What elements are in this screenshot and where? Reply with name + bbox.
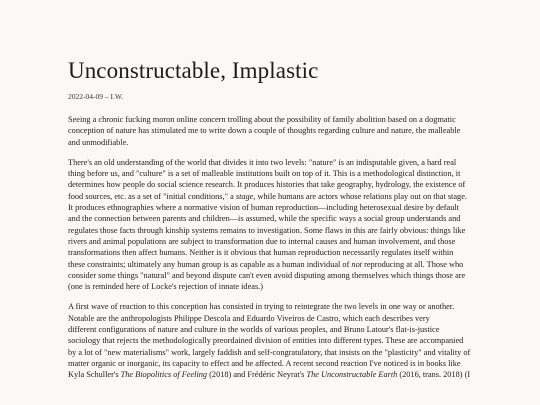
text-line [68,259,540,270]
article-body [68,114,540,381]
text-run: (2018) and Frédéric Neyrat's [207,370,307,380]
text-line [68,225,540,236]
text-run: Notable are the anthropologists Philippe Descola and Eduardo Viveiros de Castro, which each describes very [68,313,430,323]
article-meta: 2022-04-09 – I.W. [68,92,124,101]
italic-text: stage [235,191,254,201]
text-run: Kyla Schuller's [68,370,121,380]
text-run: reproducing at all. Those who [362,259,464,269]
text-run: conception of nature has stimulated me to write down a couple of thoughts regarding culture and nature, the malleable [68,126,461,136]
text-line [68,125,540,136]
text-line [68,168,540,179]
text-run: rivers and animal populations are subject to transformation due to internal causes and human involvement, and those [68,236,456,246]
text-run: matter organic or inorganic, its capacity to effect and be affected. A recent second reaction I've noticed is in books like [68,358,461,368]
article [68,58,540,390]
text-run: and unmodifiable. [68,137,129,147]
text-line [68,335,540,346]
article-title: Unconstructable, Implastic [68,58,319,83]
text-line [68,137,540,148]
text-line [68,114,540,125]
text-run: Seeing a chronic fucking moron online concern trolling about the possibility of family abolition based on a dogmatic [68,115,456,124]
text-line [68,247,540,258]
text-run: (one is reminded here of Locke's rejection of innate ideas.) [68,282,264,292]
text-run: and the connection between parents and children—is assumed, while the specific ways a social group understands and [68,214,461,224]
text-run: A first wave of reaction to this conception has consisted in trying to reintegrate the two levels in one way or another. [68,302,455,312]
text-run: sociology that rejects the methodologically preordained division of entities into different types. These are accompanied [68,336,464,346]
text-run: these constraints; ultimately any human group is as capable as a human individual of [68,259,352,269]
text-line [68,281,540,292]
text-run: regulates those facts through kinship systems remains to investigation. Some flaws in this are fairly obvious: things like [68,225,466,235]
italic-text: not [351,259,363,269]
paragraph [68,157,540,293]
text-line [68,369,540,380]
text-run: determines how people do social science research. It produces histories that take geography, hydrology, the existence of [68,180,466,190]
text-line [68,301,540,312]
paragraph [68,114,540,148]
text-run: (2016, trans. 2018) (I [397,370,471,380]
text-line [68,157,540,168]
text-run: different configurations of nature and culture in the worlds of various peoples, and Bruno Latour's flat-is-justice [68,325,440,335]
text-line [68,236,540,247]
text-run: by a lot of "new materialisms" work, largely faddish and self-congratulatory, that insists on the "plasticity" and vitality of [68,347,471,357]
text-line [68,324,540,335]
text-line [68,347,540,358]
text-run: thing before us, and "culture" is a set of malleable institutions built on top of it. This is a methodological distinction, it [68,169,461,179]
italic-text: The Biopolitics of Feeling [120,370,208,380]
text-line [68,202,540,213]
text-run: , while humans are actors whose relations play out on that stage. [253,191,467,201]
paragraph [68,301,540,380]
text-run: food sources, etc. as a set of "initial conditions," a [68,191,236,201]
text-run: consider some things "natural" and beyond dispute can't even avoid disputing among themselves which things those are [68,270,466,280]
text-run: transformations then affect humans. Neither is it obvious that human reproduction necessarily regulates itself within [68,248,454,258]
text-line [68,313,540,324]
italic-text: The Unconstructable Earth [306,370,398,380]
text-line [68,213,540,224]
text-line [68,358,540,369]
text-run: It produces ethnographies where a normative vision of human reproduction—including heterosexual desire by default [68,203,459,213]
text-line [68,191,540,202]
text-run: There's an old understanding of the world that divides it into two levels: "nature" is an indisputable given, a hard real [68,157,457,167]
text-line [68,270,540,281]
text-line [68,179,540,190]
